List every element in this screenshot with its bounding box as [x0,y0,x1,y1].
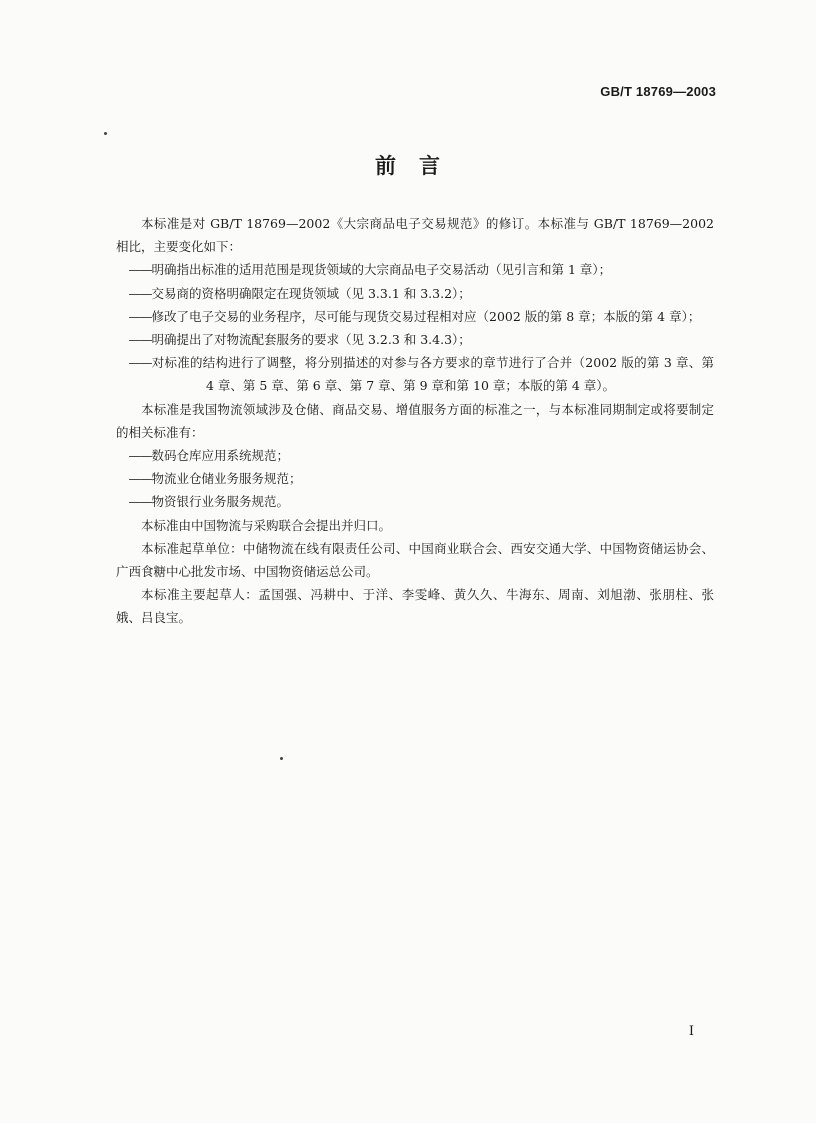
page-title: 前 言 [375,154,441,178]
list-dash: —— [128,355,152,371]
list-dash: —— [128,308,152,324]
list-item-text: 明确提出了对物流配套服务的要求（见 3.2.3 和 3.4.3）； [151,332,471,348]
list-dash: —— [128,262,152,278]
list-item [116,258,714,281]
standard-code: GB/T 18769—2003 [600,84,716,99]
list-dash: —— [128,285,152,301]
paragraph-drafters: 本标准主要起草人：孟国强、冯耕中、于洋、李雯峰、黄久久、牛海东、周南、刘旭渤、张朋柱、张娥、吕良宝。 [116,587,714,626]
list-item [116,328,714,351]
paragraph-drafting-units: 本标准起草单位：中储物流在线有限责任公司、中国商业联合会、西安交通大学、中国物资储运协会、广西食糖中心批发市场、中国物资储运总公司。 [116,540,714,580]
list-item [116,444,714,467]
list-item-text: 修改了电子交易的业务程序，尽可能与现货交易过程相对应（2002 版的第 8 章；本版的第 4 章）； [151,308,701,324]
list-item-text: 对标准的结构进行了调整，将分别描述的对参与各方要求的章节进行了合并（2002 版的第 3 章、第 4 章、第 5 章、第 6 章、第 7 章、第 9 章和第 10 章；本版的第 4 章）。 [151,355,714,394]
foreword-body [116,212,714,630]
list-item [116,351,714,397]
list-item [116,282,714,305]
list-dash: —— [128,471,152,487]
paragraph-revision-intro: 本标准是对 GB/T 18769—2002《大宗商品电子交易规范》的修订。本标准与 GB/T 18769—2002 相比，主要变化如下： [116,216,714,255]
paragraph-related-standards: 本标准是我国物流领域涉及仓储、商品交易、增值服务方面的标准之一，与本标准同期制定或将要制定的相关标准有： [116,401,714,440]
list-item-text: 物资银行业务服务规范。 [151,494,290,510]
scan-speck [280,757,283,760]
list-item [116,490,714,513]
list-dash: —— [128,448,152,464]
scan-speck [104,132,107,135]
list-item-text: 物流业仓储业务服务规范； [151,471,302,487]
page-number: I [688,1024,694,1039]
list-item-text: 交易商的资格明确限定在现货领域（见 3.3.1 和 3.3.2）； [151,285,471,301]
paragraph-proposer: 本标准由中国物流与采购联合会提出并归口。 [141,517,392,533]
list-item-text: 明确指出标准的适用范围是现货领域的大宗商品电子交易活动（见引言和第 1 章）； [151,262,612,278]
list-dash: —— [128,494,152,510]
list-item-text: 数码仓库应用系统规范； [151,448,290,464]
list-item [116,305,714,328]
list-dash: —— [128,332,152,348]
list-item [116,467,714,490]
